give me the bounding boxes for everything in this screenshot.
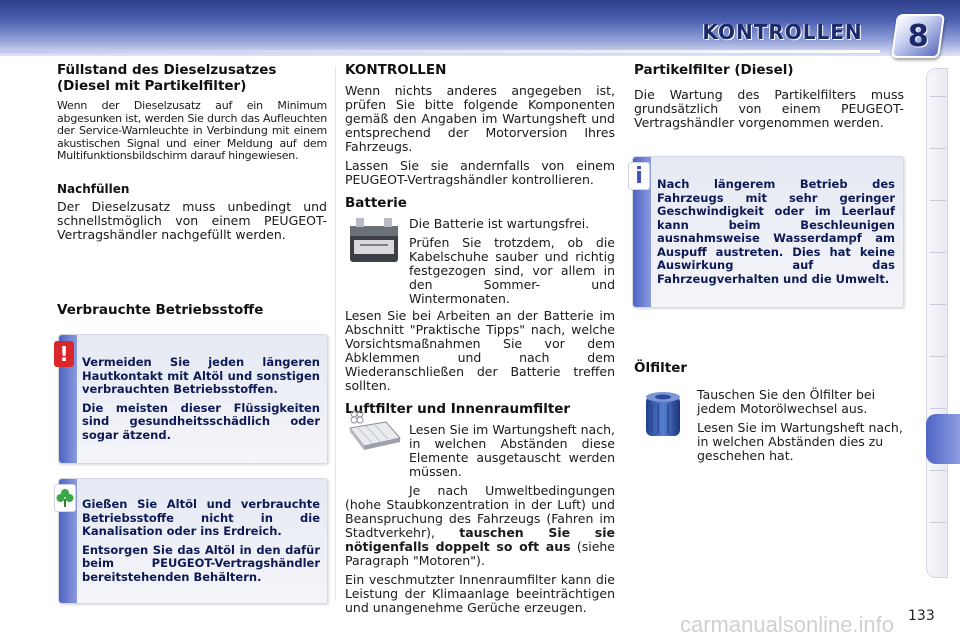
filter-text-2-start: Je nach Umweltbedingungen (hohe Staubkonzentration in der Luft) und Beanspruchung des Fahrzeugs (Fahren im Stadtverkehr),: [345, 483, 615, 540]
eco-line-1: Gießen Sie Altöl und verbrauchte Betriebsstoffe nicht in die Kanalisation oder ins Erdreich.: [82, 497, 320, 538]
tab-separator: [930, 252, 946, 253]
oil-filter-heading: Ölfilter: [634, 360, 688, 376]
info-note-text: Nach längerem Betrieb des Fahrzeugs mit sehr geringer Geschwindigkeit oder im Leerlauf kann beim Beschleunigen ausnahmsweise Wasserdampf am Auspuff austreten. Dies hat keine Auswirkung auf das Fahrzeugverhalten und die Umwelt.: [657, 177, 895, 286]
filter-text-2-bold: tauschen Sie sie nötigenfalls doppelt so oft aus: [345, 525, 615, 554]
header-line: [0, 50, 880, 53]
battery-text-3: Lesen Sie bei Arbeiten an der Batterie im Abschnitt "Praktische Tipps" nach, welche Vorsichtsmaßnahmen Sie vor dem Abklemmen und nach dem Wiederanschließen der Batterie treffen sollten.: [345, 308, 615, 393]
tab-separator: [930, 200, 946, 201]
battery-heading: Batterie: [345, 195, 407, 211]
checks-heading: KONTROLLEN: [345, 62, 447, 78]
warning-line-1: Vermeiden Sie jeden längeren Hautkontakt mit Altöl und sonstigen verbrauchten Betriebsstoffen.: [82, 355, 320, 396]
oil-filter-block: [697, 388, 903, 468]
refill-text: Der Dieselzusatz muss unbedingt und schnellstmöglich von einem PEUGEOT-Vertragshändler nachgefüllt werden.: [57, 198, 327, 242]
air-filter-illustration: [346, 408, 404, 458]
chapter-title: KONTROLLEN: [702, 20, 863, 44]
tab-separator: [930, 408, 946, 409]
info-icon: i: [628, 162, 650, 190]
tab-separator: [930, 96, 946, 97]
battery-text-1: Die Batterie ist wartungsfrei.: [409, 216, 590, 231]
chapter-number-badge: [891, 14, 945, 58]
tab-separator: [930, 470, 946, 471]
active-chapter-tab[interactable]: [926, 414, 960, 464]
middle-column: [345, 62, 615, 620]
environment-note-text: [82, 498, 320, 589]
filter-text-3: Ein veschmutzter Innenraumfilter kann die Leistung der Klimaanlage beeinträchtigen und unangenehme Gerüche erzeugen.: [345, 572, 615, 615]
clover-icon: [54, 484, 76, 512]
left-column: [57, 62, 327, 247]
particle-filter-text: Die Wartung des Partikelfilters muss grundsätzlich von einem PEUGEOT-Vertragshändler vorgenommen werden.: [634, 87, 904, 130]
oil-filter-text-1: Tauschen Sie den Ölfilter bei jedem Motorölwechsel aus.: [697, 387, 876, 416]
particle-filter-heading: Partikelfilter (Diesel): [634, 62, 794, 78]
warning-line-2: Die meisten dieser Flüssigkeiten sind gesundheitsschädlich oder sogar ätzend.: [82, 400, 320, 442]
oil-filter-text-2: Lesen Sie im Wartungsheft nach, in welchen Abständen dies zu geschehen hat.: [697, 420, 903, 463]
filter-text-2-end: (siehe Paragraph "Motoren").: [345, 539, 615, 568]
filter-text-2: [345, 484, 615, 568]
used-fluids-heading: Verbrauchte Betriebsstoffe: [57, 302, 264, 318]
additive-heading: Füllstand des Dieselzusatzes (Diesel mit Partikelfilter): [57, 62, 277, 94]
page-number: 133: [908, 608, 935, 624]
battery-illustration: [346, 214, 402, 266]
filter-heading: Luftfilter und Innenraumfilter: [345, 401, 571, 417]
checks-intro-2: Lassen Sie sie andernfalls von einem PEUGEOT-Vertragshändler kontrollieren.: [345, 158, 615, 187]
tab-separator: [930, 356, 946, 357]
filter-text-1: Lesen Sie im Wartungsheft nach, in welchen Abständen diese Elemente ausgetauscht werden müssen.: [409, 422, 615, 479]
watermark: carmanualsonline.info: [680, 612, 895, 637]
tab-separator: [930, 522, 946, 523]
refill-subheading: Nachfüllen: [57, 181, 130, 196]
battery-text-2: Prüfen Sie trotzdem, ob die Kabelschuhe sauber und richtig festgezogen sind, vor allem in den Sommer- und Wintermonaten.: [409, 235, 615, 306]
column-divider: [335, 66, 336, 600]
tab-separator: [930, 148, 946, 149]
oil-filter-illustration: [642, 390, 684, 440]
tab-separator: [930, 304, 946, 305]
warning-note-text: [82, 356, 320, 447]
chapter-tab-strip: [926, 68, 948, 578]
additive-text: Wenn der Dieselzusatz auf ein Minimum abgesunken ist, werden Sie durch das Aufleuchten der Service-Warnleuchte in Verbindung mit einem akustischen Signal und einer Meldung auf dem Multifunktionsbildschirm darauf hingewiesen.: [57, 99, 327, 162]
exclamation-icon: !: [54, 341, 74, 367]
checks-intro: Wenn nichts anderes angegeben ist, prüfen Sie bitte folgende Komponenten gemäß den Angaben im Wartungsheft und entsprechend der Motorversion Ihres Fahrzeugs.: [345, 83, 615, 154]
chapter-number: 8: [907, 18, 929, 54]
eco-line-2: Entsorgen Sie das Altöl in den dafür beim PEUGEOT-Vertragshändler bereitstehenden Behältern.: [82, 542, 320, 584]
right-column: [634, 62, 904, 135]
